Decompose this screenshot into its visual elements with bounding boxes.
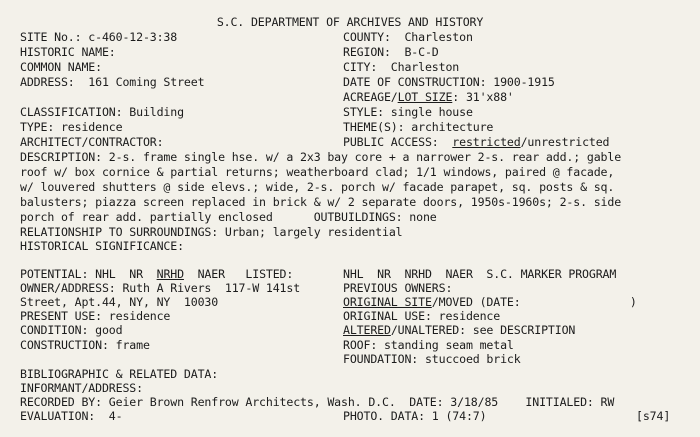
informant-address: INFORMANT/ADDRESS: xyxy=(20,381,143,395)
architect-contractor: ARCHITECT/CONTRACTOR: xyxy=(20,135,164,149)
acreage-lot-size: ACREAGE/LOT SIZE: 31'x88' xyxy=(343,90,514,104)
roof: ROOF: standing seam metal xyxy=(343,338,514,352)
foundation: FOUNDATION: stuccoed brick xyxy=(343,352,521,366)
type: TYPE: residence xyxy=(20,120,123,134)
style: STYLE: single house xyxy=(343,105,473,119)
themes: THEME(S): architecture xyxy=(343,120,494,134)
description-line: porch of rear add. partially enclosed OUTBUILDINGS: none xyxy=(20,210,437,224)
photo-reference: [s74] xyxy=(636,409,671,423)
description-line: w/ louvered shutters @ side elevs.; wide, 2-s. porch w/ facade parapet, sq. posts & sq. xyxy=(20,180,615,194)
evaluation: EVALUATION: 4- xyxy=(20,409,123,423)
historic-name: HISTORIC NAME: xyxy=(20,45,116,59)
condition: CONDITION: good xyxy=(20,323,123,337)
previous-owners: PREVIOUS OWNERS: xyxy=(343,281,453,295)
owner-address: OWNER/ADDRESS: Ruth A Rivers 117-W 141st xyxy=(20,281,301,295)
altered-unaltered: ALTERED/UNALTERED: see DESCRIPTION xyxy=(343,323,576,337)
classification: CLASSIFICATION: Building xyxy=(20,105,184,119)
potential: POTENTIAL: NHL NR NRHD NAER LISTED: xyxy=(20,267,294,281)
description-line: balusters; piazza screen replaced in brick & w/ 2 separate doors, 1950s-1960s; 2-s. side xyxy=(20,195,622,209)
common-name: COMMON NAME: xyxy=(20,60,102,74)
county: COUNTY: Charleston xyxy=(343,30,473,44)
region: REGION: B-C-D xyxy=(343,45,439,59)
description-line: roof w/ box cornice & partial returns; weatherboard clad; 1/1 windows, paired @ facade, xyxy=(20,165,615,179)
public-access: PUBLIC ACCESS: restricted/unrestricted xyxy=(343,135,610,149)
present-use: PRESENT USE: residence xyxy=(20,309,171,323)
original-site-moved: ORIGINAL SITE/MOVED (DATE: ) xyxy=(343,295,637,309)
historical-significance: HISTORICAL SIGNIFICANCE: xyxy=(20,239,184,253)
owner-address: Street, Apt.44, NY, NY 10030 xyxy=(20,295,219,309)
site-number: SITE No.: c-460-12-3:38 xyxy=(20,30,178,44)
form-title: S.C. DEPARTMENT OF ARCHIVES AND HISTORY xyxy=(216,15,484,29)
description-line: DESCRIPTION: 2-s. frame single hse. w/ a 2x3 bay core + a narrower 2-s. rear add.; gable xyxy=(20,150,622,164)
photo-data: PHOTO. DATA: 1 (74:7) xyxy=(343,409,487,423)
relationship-to-surroundings: RELATIONSHIP TO SURROUNDINGS: Urban; largely residential xyxy=(20,225,403,239)
recorded-by: RECORDED BY: Geier Brown Renfrow Architects, Wash. D.C. DATE: 3/18/85 INITIALED: RW xyxy=(20,395,615,409)
construction: CONSTRUCTION: frame xyxy=(20,338,150,352)
bibliographic-data: BIBLIOGRAPHIC & RELATED DATA: xyxy=(20,367,219,381)
listed-options: NHL NR NRHD NAER S.C. MARKER PROGRAM xyxy=(343,267,617,281)
date-of-construction: DATE OF CONSTRUCTION: 1900-1915 xyxy=(343,75,555,89)
original-use: ORIGINAL USE: residence xyxy=(343,309,501,323)
city: CITY: Charleston xyxy=(343,60,460,74)
address: ADDRESS: 161 Coming Street xyxy=(20,75,205,89)
